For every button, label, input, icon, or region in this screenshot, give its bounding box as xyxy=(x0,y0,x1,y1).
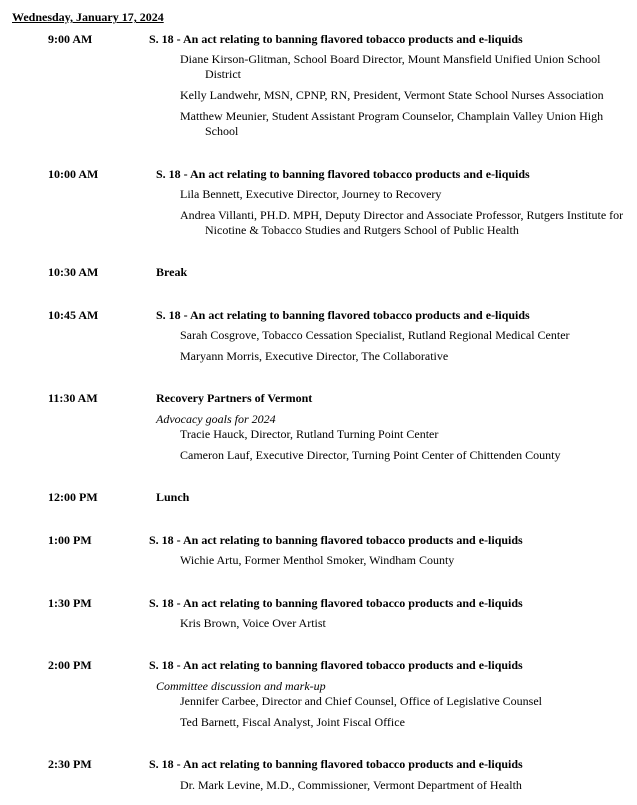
agenda-time: 11:30 AM xyxy=(48,391,98,405)
agenda-time: 10:45 AM xyxy=(48,308,99,322)
witness-entry: Lila Bennett, Executive Director, Journey to Recovery xyxy=(180,187,442,201)
agenda-time: 2:00 PM xyxy=(48,658,92,672)
witness-entry: Matthew Meunier, Student Assistant Program Counselor, Champlain Valley Union High School xyxy=(180,109,604,138)
agenda-title: S. 18 - An act relating to banning flavored tobacco products and e-liquids xyxy=(149,658,523,672)
agenda-title: S. 18 - An act relating to banning flavored tobacco products and e-liquids xyxy=(149,533,523,547)
witness-entry: Maryann Morris, Executive Director, The Collaborative xyxy=(180,349,449,363)
agenda-title: Lunch xyxy=(156,490,190,504)
witness-entry: Ted Barnett, Fiscal Analyst, Joint Fiscal Office xyxy=(180,715,405,729)
agenda-time: 1:00 PM xyxy=(48,533,92,547)
agenda-note: Committee discussion and mark-up xyxy=(156,679,326,693)
agenda-time: 10:00 AM xyxy=(48,167,99,181)
witness-entry: Andrea Villanti, PH.D. MPH, Deputy Director and Associate Professor, Rutgers Institute for Nicotine & Tobacco Studies and Rutgers School of Public Health xyxy=(180,208,624,237)
witness-entry: Kelly Landwehr, MSN, CPNP, RN, President, Vermont State School Nurses Association xyxy=(180,88,604,102)
agenda-note: Advocacy goals for 2024 xyxy=(156,412,276,426)
agenda-title: S. 18 - An act relating to banning flavored tobacco products and e-liquids xyxy=(156,308,530,322)
witness-entry: Tracie Hauck, Director, Rutland Turning Point Center xyxy=(180,427,439,441)
agenda-title: S. 18 - An act relating to banning flavored tobacco products and e-liquids xyxy=(149,32,523,46)
agenda-time: 9:00 AM xyxy=(48,32,93,46)
agenda-title: S. 18 - An act relating to banning flavored tobacco products and e-liquids xyxy=(156,167,530,181)
agenda-time: 1:30 PM xyxy=(48,596,92,610)
witness-entry: Jennifer Carbee, Director and Chief Counsel, Office of Legislative Counsel xyxy=(180,694,542,708)
agenda-title: S. 18 - An act relating to banning flavored tobacco products and e-liquids xyxy=(149,596,523,610)
agenda-time: 10:30 AM xyxy=(48,265,99,279)
witness-entry: Kris Brown, Voice Over Artist xyxy=(180,616,326,630)
witness-entry: Diane Kirson-Glitman, School Board Director, Mount Mansfield Unified Union School District xyxy=(180,52,601,81)
witness-entry: Sarah Cosgrove, Tobacco Cessation Specialist, Rutland Regional Medical Center xyxy=(180,328,570,342)
agenda-title: Recovery Partners of Vermont xyxy=(156,391,313,405)
agenda-date: Wednesday, January 17, 2024 xyxy=(12,10,164,24)
agenda-time: 12:00 PM xyxy=(48,490,98,504)
agenda-title: S. 18 - An act relating to banning flavored tobacco products and e-liquids xyxy=(149,757,523,771)
witness-entry: Dr. Mark Levine, M.D., Commissioner, Vermont Department of Health xyxy=(180,778,522,792)
agenda-title: Break xyxy=(156,265,188,279)
agenda-time: 2:30 PM xyxy=(48,757,92,771)
witness-entry: Wichie Artu, Former Menthol Smoker, Windham County xyxy=(180,553,455,567)
witness-entry: Cameron Lauf, Executive Director, Turning Point Center of Chittenden County xyxy=(180,448,561,462)
